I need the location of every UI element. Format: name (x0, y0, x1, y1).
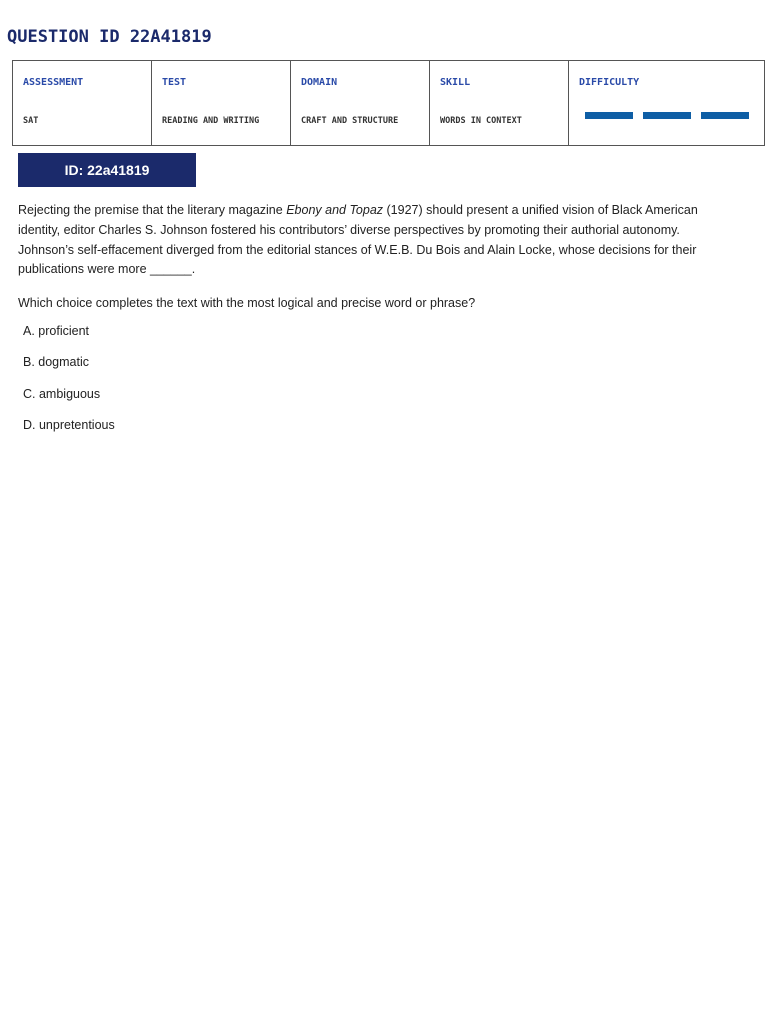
meta-cell-domain (291, 61, 430, 146)
meta-value-test: READING AND WRITING (162, 116, 260, 126)
meta-value-assessment: SAT (23, 116, 39, 126)
stem-text-part1: Rejecting the premise that the literary magazine (18, 203, 287, 217)
meta-header-test: TEST (162, 77, 187, 88)
meta-header-domain: DOMAIN (301, 77, 338, 88)
meta-cell-difficulty (569, 61, 765, 146)
answer-choice-d[interactable]: D. unpretentious (23, 418, 115, 432)
meta-value-domain: CRAFT AND STRUCTURE (301, 116, 399, 126)
stem-text-italic: Ebony and Topaz (286, 203, 384, 217)
difficulty-bar (585, 112, 633, 119)
difficulty-meter (579, 112, 754, 119)
difficulty-bar (643, 112, 691, 119)
meta-cell-assessment (13, 61, 152, 146)
question-prompt: Which choice completes the text with the most logical and precise word or phrase? (18, 296, 476, 310)
meta-value-skill: WORDS IN CONTEXT (440, 116, 522, 126)
answer-choice-a[interactable]: A. proficient (23, 324, 90, 338)
stem-text-part2: (1927) should present a unified vision of Black American identity, editor Charles S. Johnson fostered his contributors’ diverse perspectives by promoting their authorial autonomy. Johnson’s self-effacement diverged from the editorial stances of W.E.B. Du Bois and Alain Locke, whose decisions for their publications were more ______. (18, 203, 698, 277)
difficulty-bar (701, 112, 749, 119)
meta-header-skill: SKILL (440, 77, 471, 88)
question-metadata-table (12, 60, 765, 146)
meta-header-assessment: ASSESSMENT (23, 77, 84, 88)
meta-cell-test (152, 61, 291, 146)
meta-header-difficulty: DIFFICULTY (579, 77, 640, 88)
answer-choice-c[interactable]: C. ambiguous (23, 387, 101, 401)
meta-cell-skill (430, 61, 569, 146)
answer-choice-b[interactable]: B. dogmatic (23, 355, 90, 369)
page-title: QUESTION ID 22A41819 (7, 27, 212, 47)
question-id-badge: ID: 22a41819 (18, 153, 196, 187)
question-stem (18, 201, 728, 280)
